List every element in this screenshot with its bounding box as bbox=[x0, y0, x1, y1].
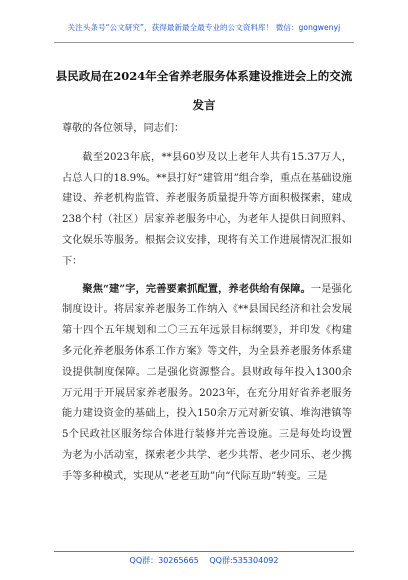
footer bbox=[0, 555, 408, 566]
title-line-2: 发言 bbox=[192, 98, 216, 112]
title-line-1: 县民政局在2024年全省养老服务体系建设推进会上的交流 bbox=[55, 69, 353, 83]
document-body bbox=[62, 119, 352, 488]
document-title bbox=[44, 62, 364, 120]
footer-divider bbox=[54, 551, 354, 552]
greeting: 尊敬的各位领导，同志们： bbox=[62, 123, 185, 134]
footer-qq-group-2: QQ群:535304092 bbox=[209, 556, 279, 565]
intro-paragraph: 截至2023年底，**县60岁及以上老年人共有15.37万人，占总人口的18.9%。**县打好“建管用”组合拳，重点在基础设施建设、养老机构监管、养老服务质量提升等方面积极探索，建成238个村（社区）居家养老服务中心，为老年人提供日间照料、文化娱乐等服务。根据会议安排，现将有关工作进展情况汇报如下： bbox=[62, 151, 352, 267]
footer-qq-group-1: QQ群：30265665 bbox=[129, 556, 199, 565]
promo-banner: 关注头条号“公文研究”，获得最新最全最专业的公文资料库！ 微信：gongwenyj bbox=[67, 23, 341, 32]
header-divider bbox=[54, 42, 354, 43]
section-1-heading: 聚焦“建”字，完善要素抓配置，养老供给有保障。 bbox=[82, 282, 311, 295]
section-1-body: 一是强化制度设计。将居家养老服务工作纳入《**县国民经济和社会发展第十四个五年规划和二〇三五年远景目标纲要》，并印发《构建多元化养老服务体系工作方案》等文件，为全县养老服务体系建设提供制度保障。二是强化资源整合。县财政每年投入1300余万元用于开展居家养老服务。2023年，在充分用好省养老服务能力建设资金的基础上，投入150余万元对新安镇、堆沟港镇等5个民政社区服务综合体进行装修并完善设施。三是每处均设置为老为小活动室，探索老少共学、老少共帮、老少同乐、老少携手等多种模式，实现从“老老互助”向“代际互助”转变。三是 bbox=[62, 283, 353, 482]
section-1-paragraph bbox=[62, 279, 352, 488]
